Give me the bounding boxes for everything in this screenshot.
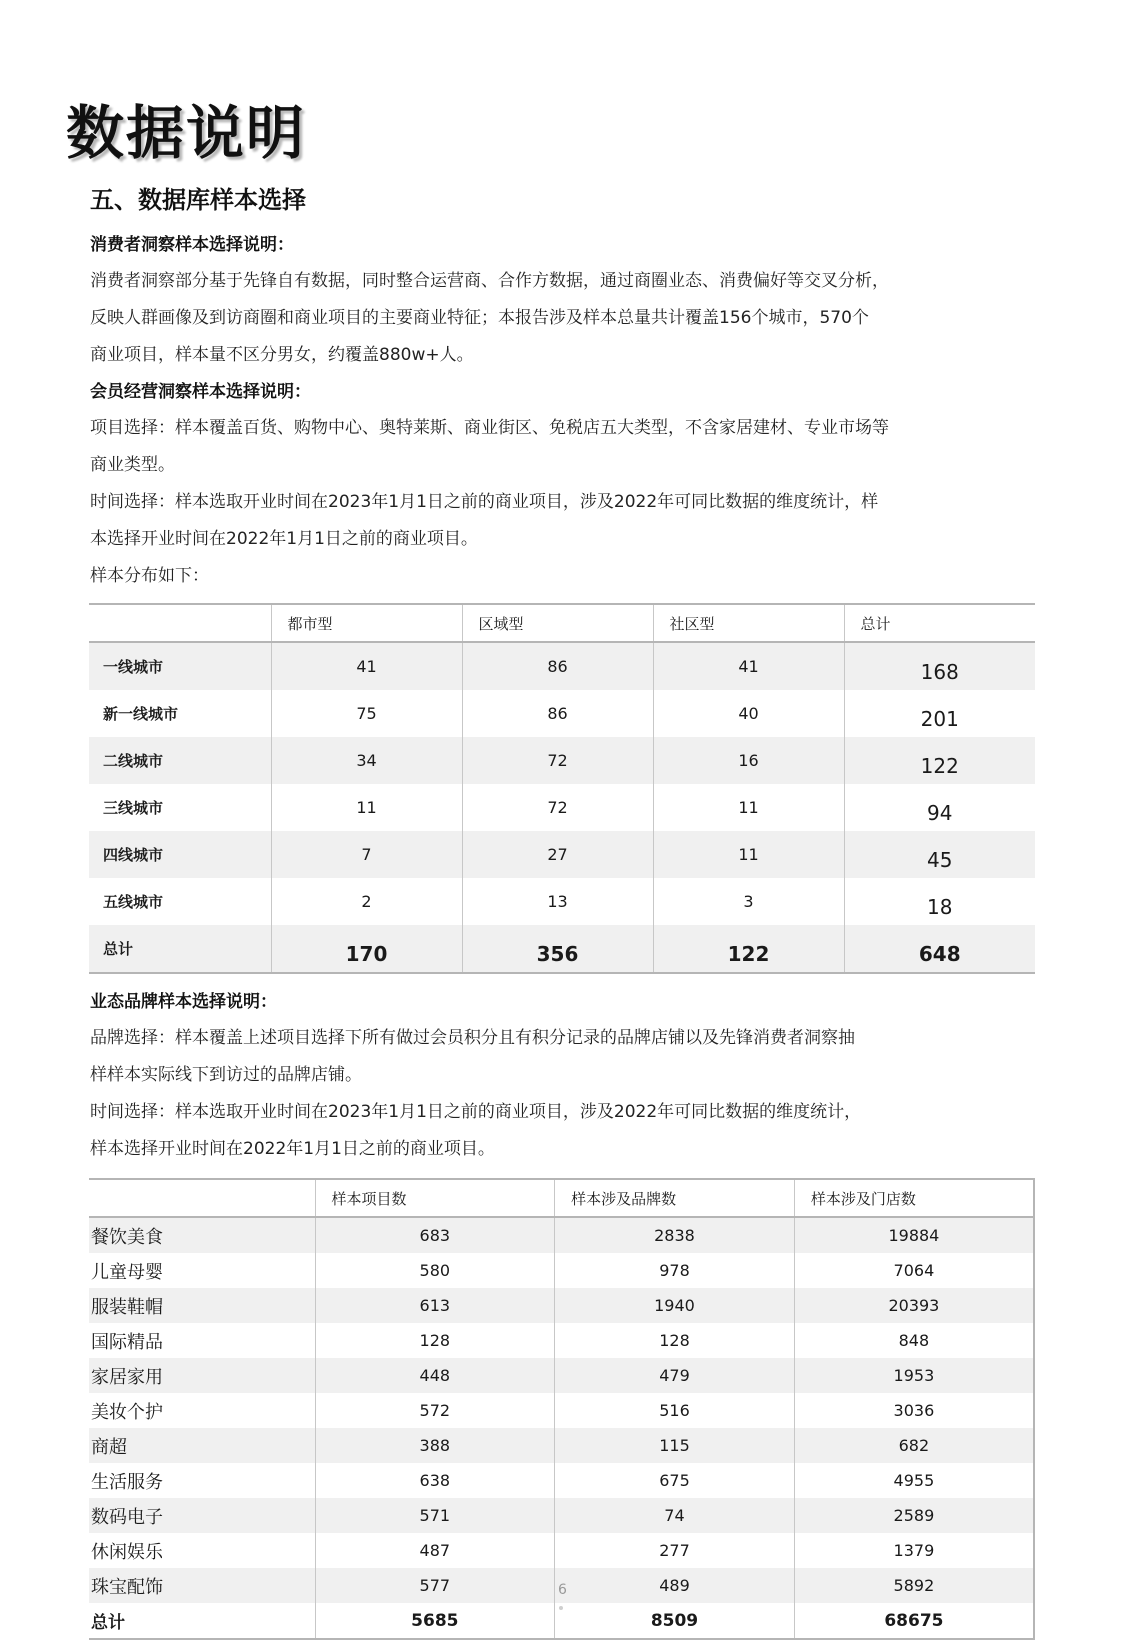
table-cell: 3036: [794, 1393, 1034, 1428]
table-cell: 848: [794, 1323, 1034, 1358]
table-cell: 675: [555, 1463, 795, 1498]
table-cell: 115: [555, 1428, 795, 1463]
row-label: 四线城市: [89, 831, 271, 878]
table-cell: 3: [653, 878, 844, 925]
table-cell: 1940: [555, 1288, 795, 1323]
table-cell: 1953: [794, 1358, 1034, 1393]
table-row: [89, 1358, 1034, 1393]
table-cell: 5892: [794, 1568, 1034, 1603]
table-cell: 11: [653, 831, 844, 878]
brand-line: 样样本实际线下到访过的品牌店铺。: [90, 1065, 362, 1085]
table-row: [89, 1288, 1034, 1323]
table-cell: 27: [462, 831, 653, 878]
table-cell: 74: [555, 1498, 795, 1533]
table-cell: 86: [462, 690, 653, 737]
row-label: 数码电子: [89, 1498, 315, 1533]
table-cell: 19884: [794, 1217, 1034, 1253]
table-cell: 277: [555, 1533, 795, 1568]
category-sample-table: [89, 1178, 1035, 1640]
row-label: 家居家用: [89, 1358, 315, 1393]
row-label: 餐饮美食: [89, 1217, 315, 1253]
table-cell: 683: [315, 1217, 555, 1253]
table-cell: 68675: [794, 1603, 1034, 1639]
row-total: 18: [844, 878, 1035, 925]
table-cell: 128: [555, 1323, 795, 1358]
table-cell: 128: [315, 1323, 555, 1358]
table-cell: 75: [271, 690, 462, 737]
table-cell: 571: [315, 1498, 555, 1533]
table-header-cell: 都市型: [271, 604, 462, 642]
row-label: 休闲娱乐: [91, 1541, 163, 1563]
table-header-row: [89, 604, 1035, 642]
table-cell: 86: [462, 642, 653, 690]
table-cell: 580: [315, 1253, 555, 1288]
table-cell: 8509: [555, 1603, 795, 1639]
row-label: 服装鞋帽: [89, 1288, 315, 1323]
table-cell: 2838: [555, 1217, 795, 1253]
row-label: 珠宝配饰: [89, 1568, 315, 1603]
table-cell: 448: [315, 1358, 555, 1393]
table-cell: 516: [555, 1393, 795, 1428]
row-label: 五线城市: [103, 893, 164, 911]
page-title: 数据说明: [66, 99, 307, 167]
table-cell: 356: [462, 925, 653, 973]
table-header-cell: 样本涉及门店数: [794, 1179, 1034, 1217]
table-cell: 487: [315, 1533, 555, 1568]
consumer-line: 商业项目，样本量不区分男女，约覆盖880w+人。: [90, 345, 474, 365]
member-line: 本选择开业时间在2022年1月1日之前的商业项目。: [90, 529, 478, 549]
city-distribution-table: [89, 603, 1035, 974]
table-cell: 41: [271, 642, 462, 690]
row-label: 商超: [89, 1428, 315, 1463]
row-label: 一线城市: [89, 642, 271, 690]
row-total: 94: [844, 784, 1035, 831]
table-cell: 34: [271, 737, 462, 784]
table-row: [89, 878, 1035, 925]
table-cell: 479: [555, 1358, 795, 1393]
table-row: [89, 690, 1035, 737]
table-cell: 2589: [794, 1498, 1034, 1533]
table-header-cell: [89, 604, 271, 642]
consumer-heading: 消费者洞察样本选择说明：: [90, 235, 294, 255]
table-row: [89, 784, 1035, 831]
row-label: 儿童母婴: [91, 1261, 163, 1283]
table-cell: 638: [315, 1463, 555, 1498]
row-total: 122: [844, 737, 1035, 784]
row-label: 总计: [91, 1613, 125, 1633]
table-cell: 41: [653, 642, 844, 690]
table-row: [89, 831, 1035, 878]
table-row: [89, 1498, 1034, 1533]
table-row: [89, 642, 1035, 690]
table-row: [89, 1323, 1034, 1358]
table-row: [89, 1428, 1034, 1463]
row-label: 三线城市: [103, 799, 164, 817]
page-number: 6: [558, 1582, 567, 1598]
brand-line: 样本选择开业时间在2022年1月1日之前的商业项目。: [90, 1139, 495, 1159]
table-cell: 7064: [794, 1253, 1034, 1288]
row-label: 二线城市: [89, 737, 271, 784]
row-label: 国际精品: [91, 1331, 163, 1353]
row-label: 总计: [89, 925, 271, 973]
table-cell: 978: [555, 1253, 795, 1288]
table-header-cell: 样本项目数: [315, 1179, 555, 1217]
member-line: 时间选择：样本选取开业时间在2023年1月1日之前的商业项目，涉及2022年可同比数据的维度统计，样: [90, 492, 879, 512]
table-header-cell: 区域型: [462, 604, 653, 642]
table-cell: 13: [462, 878, 653, 925]
table-row: [89, 1253, 1034, 1288]
table-row: [89, 1217, 1034, 1253]
table-header-row: [89, 1179, 1034, 1217]
table-cell: 40: [653, 690, 844, 737]
table-cell: 1379: [794, 1533, 1034, 1568]
table-cell: 2: [271, 878, 462, 925]
table-header-cell: [89, 1179, 315, 1217]
table-cell: 11: [271, 784, 462, 831]
table-header-cell: 样本涉及品牌数: [555, 1179, 795, 1217]
table-row: [89, 737, 1035, 784]
consumer-line: 反映人群画像及到访商圈和商业项目的主要商业特征；本报告涉及样本总量共计覆盖156个城市，570个: [90, 308, 869, 328]
section-title: 五、数据库样本选择: [90, 186, 306, 214]
row-label: 美妆个护: [91, 1401, 163, 1423]
table-row: [89, 1393, 1034, 1428]
table-cell: 613: [315, 1288, 555, 1323]
row-total: 648: [844, 925, 1035, 973]
page-dot: [559, 1606, 563, 1610]
row-total: 45: [844, 831, 1035, 878]
table-cell: 4955: [794, 1463, 1034, 1498]
table-cell: 122: [653, 925, 844, 973]
row-total: 201: [844, 690, 1035, 737]
table-cell: 7: [271, 831, 462, 878]
brand-heading: 业态品牌样本选择说明：: [90, 992, 277, 1012]
brand-line: 时间选择：样本选取开业时间在2023年1月1日之前的商业项目，涉及2022年可同比数据的维度统计，: [90, 1102, 862, 1122]
table-cell: 170: [271, 925, 462, 973]
member-heading: 会员经营洞察样本选择说明：: [90, 382, 311, 402]
table-cell: 11: [653, 784, 844, 831]
table-header-cell: 总计: [844, 604, 1035, 642]
row-label: 生活服务: [91, 1471, 163, 1493]
document-body: [90, 180, 1040, 1640]
table-cell: 16: [653, 737, 844, 784]
table-cell: 72: [462, 737, 653, 784]
member-line: 样本分布如下：: [90, 566, 209, 586]
row-label: 新一线城市: [103, 705, 179, 723]
consumer-line: 消费者洞察部分基于先锋自有数据，同时整合运营商、合作方数据，通过商圈业态、消费偏好等交叉分析，: [90, 271, 889, 291]
total-row: [89, 925, 1035, 973]
table-cell: 72: [462, 784, 653, 831]
table-cell: 489: [555, 1568, 795, 1603]
member-line: 商业类型。: [90, 455, 175, 475]
table-cell: 577: [315, 1568, 555, 1603]
table-cell: 572: [315, 1393, 555, 1428]
row-total: 168: [844, 642, 1035, 690]
brand-line: 品牌选择：样本覆盖上述项目选择下所有做过会员积分且有积分记录的品牌店铺以及先锋消费者洞察抽: [90, 1028, 855, 1048]
table-cell: 388: [315, 1428, 555, 1463]
table-cell: 5685: [315, 1603, 555, 1639]
table-cell: 682: [794, 1428, 1034, 1463]
table-cell: 20393: [794, 1288, 1034, 1323]
table-row: [89, 1463, 1034, 1498]
member-line: 项目选择：样本覆盖百货、购物中心、奥特莱斯、商业街区、免税店五大类型，不含家居建材、专业市场等: [90, 418, 889, 438]
table-header-cell: 社区型: [653, 604, 844, 642]
table-row: [89, 1533, 1034, 1568]
